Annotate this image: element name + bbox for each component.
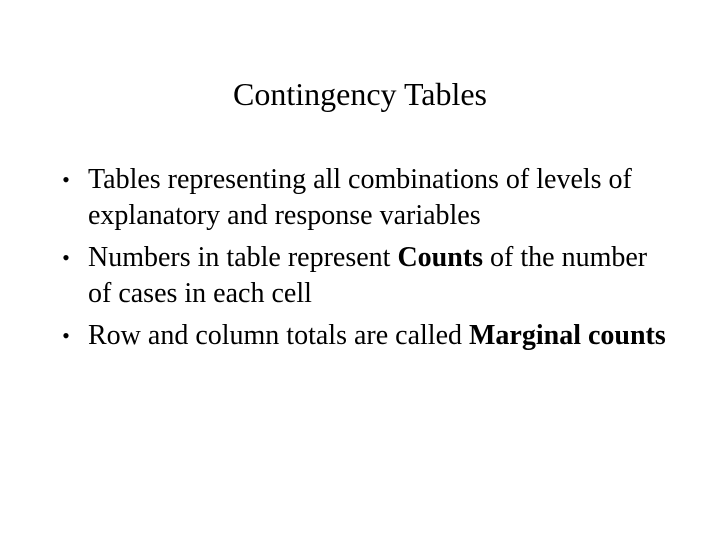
bullet-item-marginal: [56, 318, 676, 354]
bullet-text-after: of the number of cases in each cell: [88, 242, 648, 309]
bullet-icon: •: [62, 167, 70, 192]
bullet-item-combinations: [56, 162, 676, 234]
bullet-text-before: Numbers in table represent: [88, 242, 398, 273]
bullet-text: Tables representing all combinations of levels of explanatory and response variables: [88, 164, 632, 231]
bullet-icon: •: [62, 245, 70, 270]
bullet-item-counts: [56, 240, 676, 312]
bullet-icon: •: [62, 323, 70, 348]
bullet-list: [56, 162, 676, 360]
slide-title: Contingency Tables: [232, 76, 487, 112]
bullet-emphasis-counts: Counts: [397, 242, 484, 273]
bullet-emphasis-marginal: Marginal counts: [469, 320, 666, 351]
bullet-text-before: Row and column totals are called: [88, 320, 469, 351]
